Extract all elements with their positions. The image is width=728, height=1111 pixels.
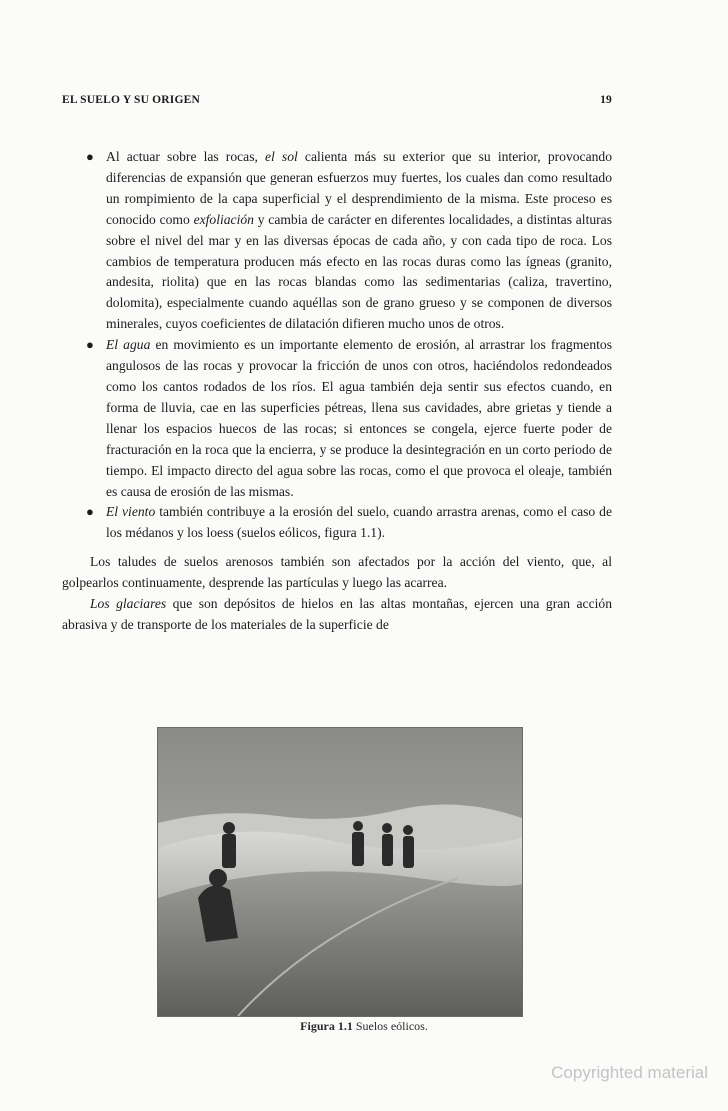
dunes-photo-illustration <box>158 728 522 1016</box>
text-run: también contribuye a la erosión del suelo, cuando arrastra arenas, como el caso de los médanos y los loess (suelos eólicos, figura 1.1). <box>106 504 613 541</box>
text-run: calienta más su exterior que su interior, provocando diferencias de expansión que generan esfuerzos muy fuertes, los cuales dan como resultado un rompimiento de la capa superficial y el desprendimiento de la misma. Este proceso es conocido como <box>106 149 612 227</box>
emphasized-term: el sol <box>265 149 298 164</box>
figure-caption-text: Suelos eólicos. <box>355 1019 428 1033</box>
paragraph <box>62 552 612 594</box>
body-text <box>62 147 612 636</box>
bullet-icon: ● <box>86 337 94 353</box>
text-run: Los taludes de suelos arenosos también son afectados por la acción del viento, que, al golpearlos continuamente, desprende las partículas y luego las acarrea. <box>62 554 612 591</box>
bullet-text <box>106 504 612 540</box>
paragraph <box>62 594 612 636</box>
bullet-icon: ● <box>86 149 94 164</box>
emphasized-term: El viento <box>106 504 156 520</box>
text-run: que son depósitos de hielos en las altas montañas, ejercen una gran acción abrasiva y de transporte de los materiales de la superficie de <box>62 596 612 632</box>
page-number: 19 <box>600 94 612 106</box>
emphasized-term: exfoliación <box>193 211 254 227</box>
bullet-list <box>62 147 612 544</box>
running-title: EL SUELO Y SU ORIGEN <box>62 94 200 106</box>
text-run: en movimiento es un importante elemento de erosión, al arrastrar los fragmentos angulosos de las rocas y provocar la fricción de unos con otros, haciéndolos redondeados como los cantos rodados de los ríos. El agua también deja sentir sus efectos cuando, en forma de lluvia, cae en las superficies pétreas, llena sus cavidades, abre grietas y tiende a llenar los espacios huecos de las rocas; si entonces se congela, ejerce fuerte poder de fracturación en la roca que la encierra, y se produce la desintegración en un corto periodo de tiempo. El impacto directo del agua sobre las rocas, como el que provoca el oleaje, también es causa de erosión de las mismas. <box>106 337 612 499</box>
text-run: Al actuar sobre las rocas, <box>106 149 265 164</box>
bullet-icon: ● <box>86 504 94 520</box>
bullet-item <box>62 335 612 502</box>
bullet-text <box>106 149 612 331</box>
running-header <box>62 94 612 106</box>
bullet-item <box>62 502 612 544</box>
bullet-item <box>62 147 612 335</box>
copyright-watermark: Copyrighted material <box>551 1063 708 1082</box>
figure-caption <box>0 1019 728 1034</box>
text-run: y cambia de carácter en diferentes localidades, a distintas alturas sobre el nivel del mar y en las diversas épocas de cada año, y con cada tipo de roca. Los cambios de temperatura producen más efecto en las rocas duras como las ígneas (granito, andesita, riolita) que en las rocas blandas como las sedimentarias (caliza, travertino, dolomita), especialmente cuando aquéllas son de grano grueso y se componen de diversos minerales, cuyos coeficientes de dilatación difieren mucho unos de otros. <box>106 211 612 332</box>
figure-photo <box>157 727 523 1017</box>
emphasized-term: El agua <box>106 337 151 353</box>
figure-label: Figura 1.1 <box>300 1019 353 1033</box>
emphasized-term: Los glaciares <box>90 596 167 612</box>
bullet-text <box>106 337 612 498</box>
